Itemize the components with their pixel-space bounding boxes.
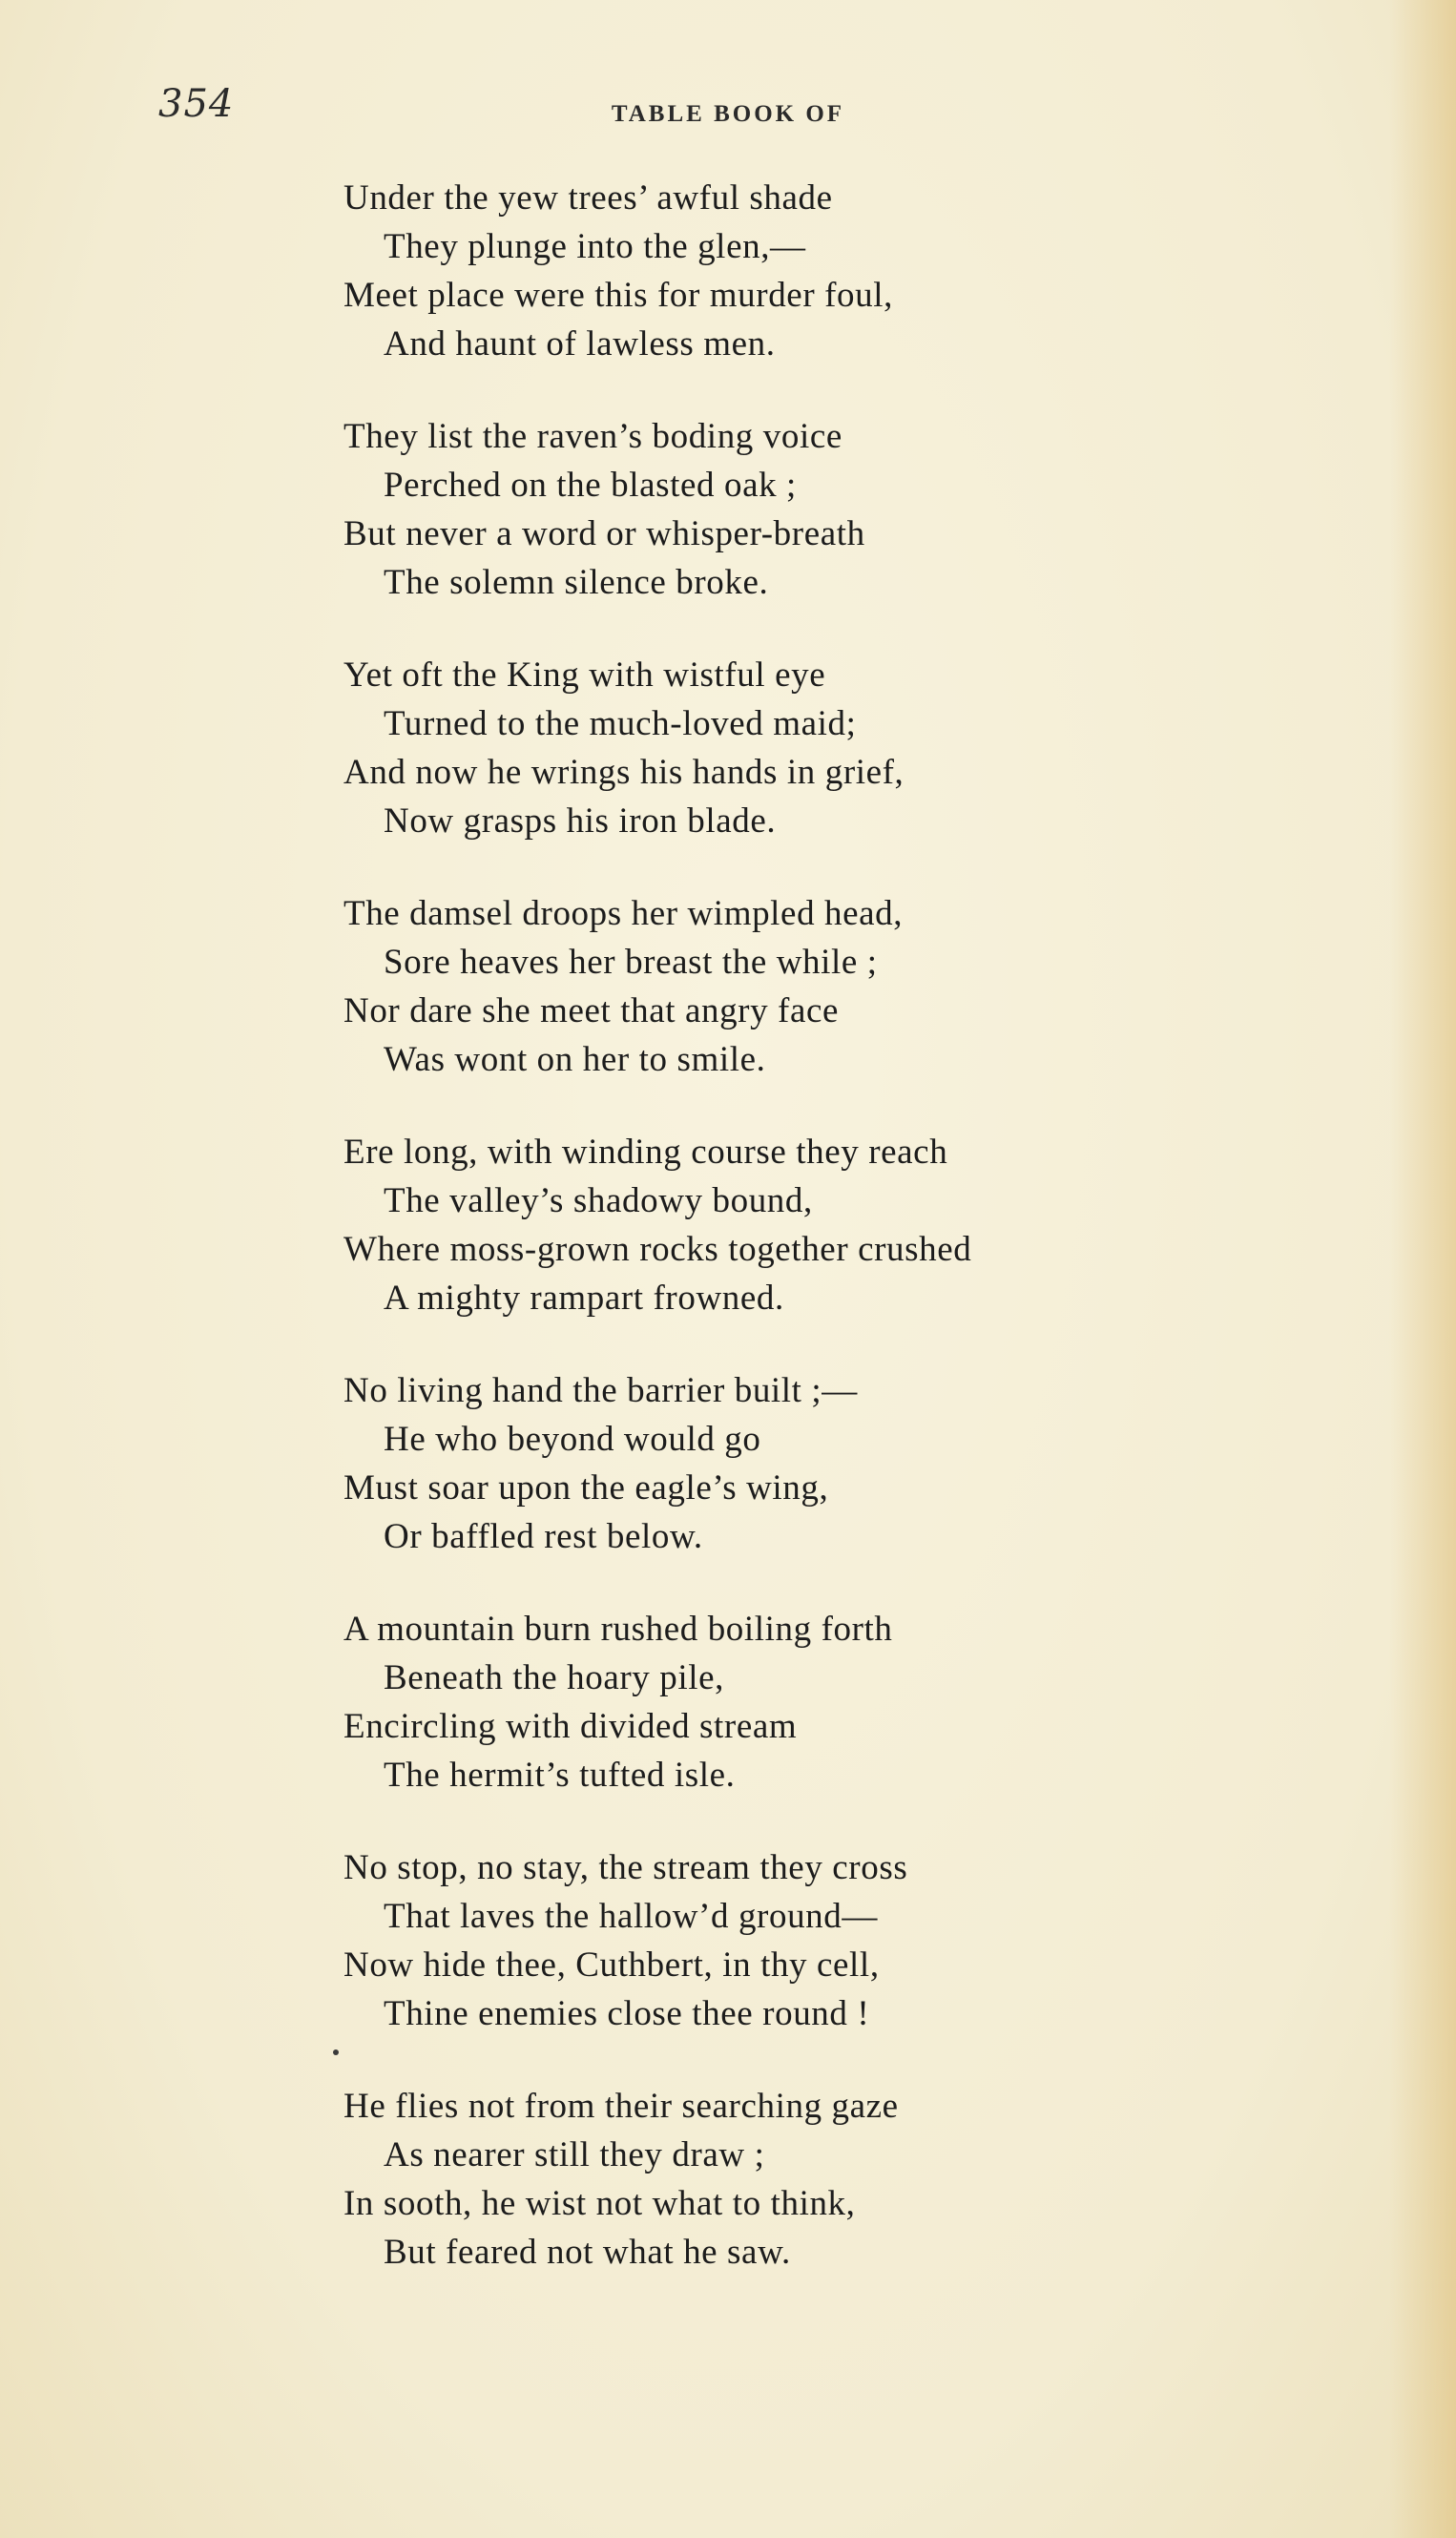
- poem-line: No living hand the barrier built ;—: [343, 1371, 858, 1410]
- poem-line: Encircling with divided stream: [343, 1707, 798, 1746]
- poem-line: And now he wrings his hands in grief,: [343, 753, 905, 792]
- ink-speck: [333, 2049, 339, 2055]
- poem-line: A mountain burn rushed boiling forth: [343, 1610, 893, 1649]
- poem-line: In sooth, he wist not what to think,: [343, 2184, 856, 2223]
- poem-line: Ere long, with winding course they reach: [343, 1133, 948, 1172]
- poem-line: Beneath the hoary pile,: [384, 1658, 724, 1697]
- stanza-7: [343, 1605, 1298, 1799]
- page-number: 354: [158, 82, 235, 126]
- stanza-5: [343, 1128, 1298, 1322]
- poem-line: He flies not from their searching gaze: [343, 2087, 899, 2126]
- poem-line: He who beyond would go: [384, 1420, 761, 1459]
- poem-line: They plunge into the glen,—: [384, 227, 806, 266]
- page-edge-shading: [1389, 0, 1456, 2538]
- poem-line: That laves the hallow’d ground—: [384, 1897, 878, 1936]
- stanza-6: [343, 1366, 1298, 1561]
- poem-line: A mighty rampart frowned.: [384, 1279, 784, 1318]
- poem-line: Where moss-grown rocks together crushed: [343, 1230, 972, 1269]
- stanza-1: [343, 174, 1298, 368]
- poem-line: As nearer still they draw ;: [384, 2135, 765, 2174]
- running-head: TABLE BOOK OF: [611, 101, 845, 127]
- poem-line: No stop, no stay, the stream they cross: [343, 1848, 908, 1887]
- poem-line: The damsel droops her wimpled head,: [343, 894, 904, 933]
- poem-line: Must soar upon the eagle’s wing,: [343, 1468, 829, 1508]
- poem-line: Now hide thee, Cuthbert, in thy cell,: [343, 1945, 880, 1985]
- poem: [343, 174, 1298, 2320]
- poem-line: The hermit’s tufted isle.: [384, 1756, 736, 1795]
- poem-line: But feared not what he saw.: [384, 2233, 791, 2272]
- stanza-4: [343, 889, 1298, 1084]
- poem-line: But never a word or whisper-breath: [343, 514, 865, 553]
- poem-line: Yet oft the King with wistful eye: [343, 655, 826, 695]
- poem-line: Nor dare she meet that angry face: [343, 991, 840, 1030]
- stanza-9: [343, 2082, 1298, 2277]
- poem-line: They list the raven’s boding voice: [343, 417, 842, 456]
- poem-line: Turned to the much-loved maid;: [384, 704, 857, 743]
- poem-line: And haunt of lawless men.: [384, 324, 776, 364]
- poem-line: Under the yew trees’ awful shade: [343, 178, 833, 218]
- poem-line: Now grasps his iron blade.: [384, 801, 777, 841]
- poem-line: Was wont on her to smile.: [384, 1040, 766, 1079]
- poem-line: Meet place were this for murder foul,: [343, 276, 893, 315]
- poem-line: Thine enemies close thee round !: [384, 1994, 870, 2033]
- poem-line: Or baffled rest below.: [384, 1517, 703, 1556]
- poem-line: The valley’s shadowy bound,: [384, 1181, 813, 1220]
- stanza-3: [343, 651, 1298, 845]
- poem-line: Perched on the blasted oak ;: [384, 466, 797, 505]
- stanza-2: [343, 412, 1298, 607]
- stanza-8: [343, 1843, 1298, 2038]
- poem-line: Sore heaves her breast the while ;: [384, 943, 878, 982]
- poem-line: The solemn silence broke.: [384, 563, 769, 602]
